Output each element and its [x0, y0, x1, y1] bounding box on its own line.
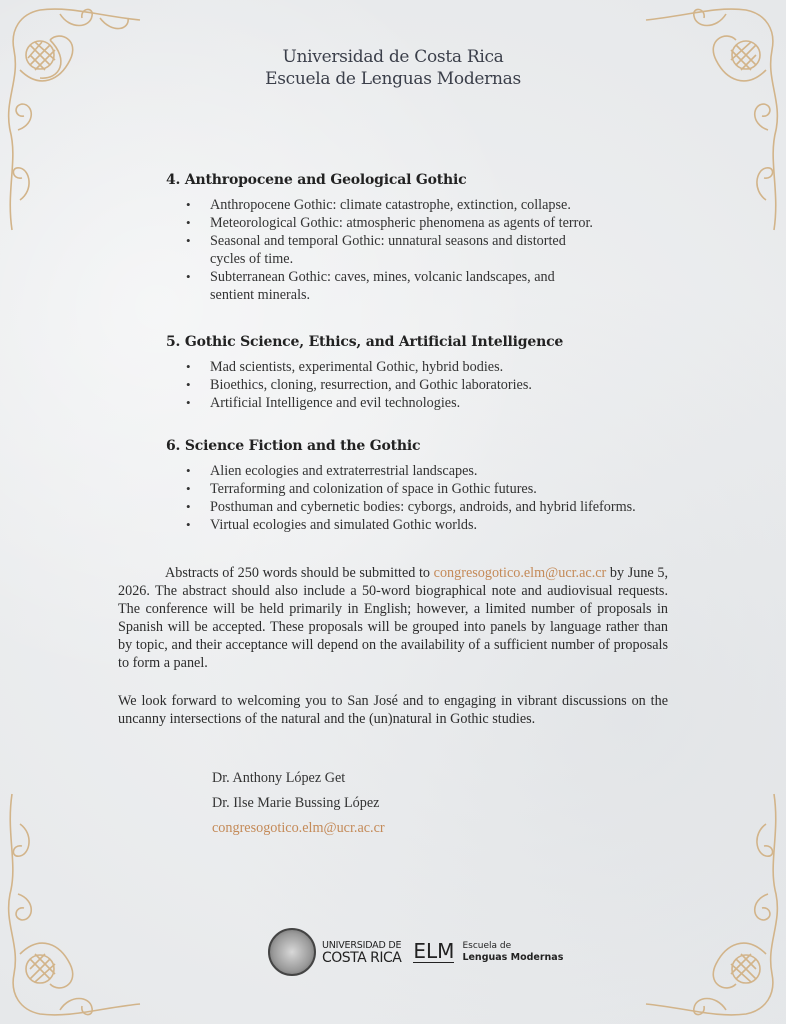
closing-paragraph: We look forward to welcoming you to San José and to engaging in vibrant discussions on the uncanny intersections of the natural and the (un)natural in Gothic studies.	[118, 693, 668, 727]
ornament-icon	[636, 784, 786, 1024]
elm-school-name: Escuela de Lenguas Modernas	[462, 941, 564, 963]
list-item: • Artificial Intelligence and evil technologies.	[166, 394, 706, 412]
signature-block	[212, 766, 385, 841]
corner-ornament-bottom-left	[0, 784, 150, 1024]
section-title: 5. Gothic Science, Ethics, and Artificial Intelligence	[166, 334, 564, 350]
footer-logos	[268, 928, 563, 976]
list-item: • Subterranean Gothic: caves, mines, volcanic landscapes, and sentient minerals.	[166, 268, 600, 304]
bullet-list	[166, 462, 706, 534]
section-title: 6. Science Fiction and the Gothic	[166, 438, 421, 454]
university-name: Universidad de Costa Rica	[282, 47, 504, 67]
corner-ornament-bottom-right	[636, 784, 786, 1024]
signatory-2: Dr. Ilse Marie Bussing López	[212, 795, 380, 811]
corner-ornament-top-left	[0, 0, 150, 240]
school-name: Escuela de Lenguas Modernas	[265, 69, 521, 89]
list-item: • Posthuman and cybernetic bodies: cyborgs, androids, and hybrid lifeforms.	[166, 498, 706, 516]
contact-email-link[interactable]: congresogotico.elm@ucr.ac.cr	[212, 820, 385, 836]
letterhead	[0, 46, 786, 90]
section-title: 4. Anthropocene and Geological Gothic	[166, 172, 467, 188]
list-item: • Bioethics, cloning, resurrection, and Gothic laboratories.	[166, 376, 706, 394]
ornament-icon	[0, 784, 150, 1024]
list-item: • Anthropocene Gothic: climate catastrophe, extinction, collapse.	[166, 196, 610, 214]
abstract-text-end: by June 5, 2026. The abstract should also include a 50-word biographical note and audiovisual requests. The conference will be held primarily in English; however, a limited number of proposals in Spanish will be accepted. These proposals will be grouped into panels by language rather than by topic, and their acceptance will depend on the availability of a sufficient number of proposals to form a panel.	[118, 565, 668, 671]
list-item: • Alien ecologies and extraterrestrial landscapes.	[166, 462, 706, 480]
elm-logo: ELM	[413, 939, 455, 963]
signatory-1: Dr. Anthony López Get	[212, 770, 346, 786]
bullet-list	[166, 196, 706, 304]
ucr-logo: UNIVERSIDAD DE COSTA RICA	[322, 940, 402, 966]
ornament-icon	[0, 0, 150, 240]
section-4	[166, 172, 706, 304]
abstract-paragraph	[118, 564, 668, 672]
list-item: • Mad scientists, experimental Gothic, hybrid bodies.	[166, 358, 706, 376]
ucr-seal-icon	[268, 928, 316, 976]
list-item: • Virtual ecologies and simulated Gothic worlds.	[166, 516, 706, 534]
section-6	[166, 438, 706, 534]
list-item: • Meteorological Gothic: atmospheric phenomena as agents of terror.	[166, 214, 610, 232]
list-item: • Terraforming and colonization of space in Gothic futures.	[166, 480, 706, 498]
abstract-text-start: Abstracts of 250 words should be submitted to	[165, 565, 434, 581]
bullet-list	[166, 358, 706, 412]
section-5	[166, 334, 706, 412]
list-item: • Seasonal and temporal Gothic: unnatural seasons and distorted cycles of time.	[166, 232, 600, 268]
submission-email-link[interactable]: congresogotico.elm@ucr.ac.cr	[433, 565, 607, 581]
